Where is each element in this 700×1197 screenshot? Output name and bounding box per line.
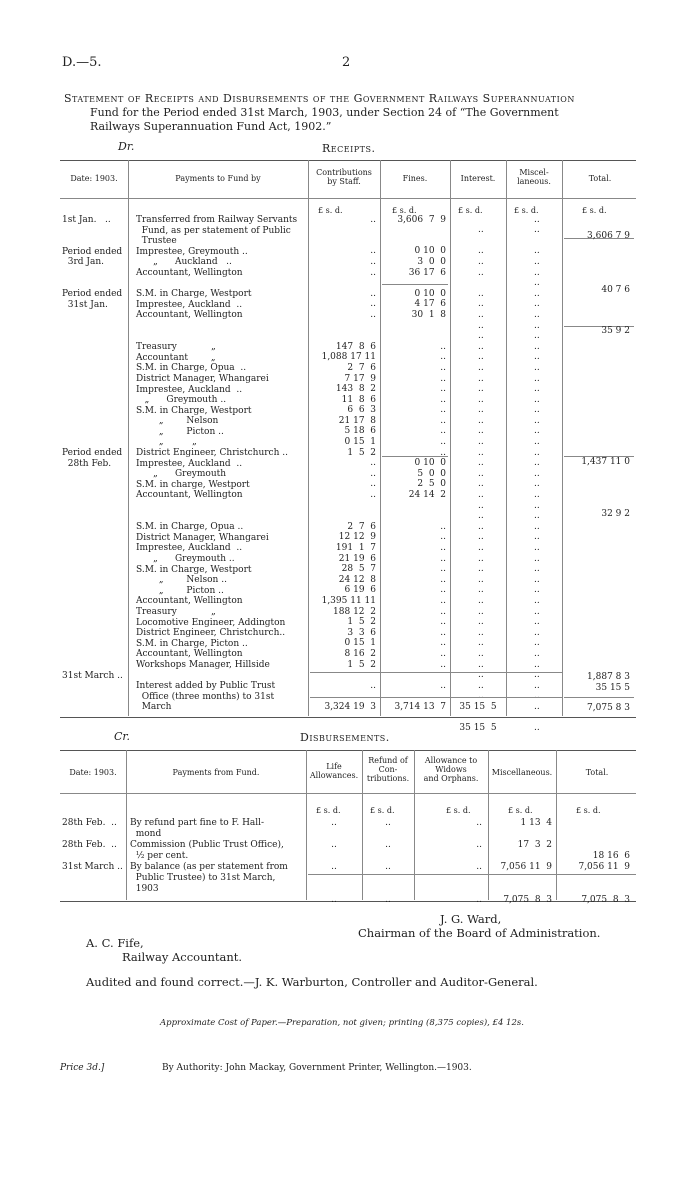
receipts-payers-column: Transferred from Railway Servants Fund, as per statement of Public Trustee Imprestee, Greymouth .. „ Auckland .. Accountant, Wellington S.M. in Charge, Westport Imprestee, Auckland .. Accountant, Wellington Treasury „ Accountant „ S.M. in Charge, Opua .. District Manager, Whangarei Imprestee, Auckland .. „ Greymouth .. S.M. in Charge, Westport „ Nelson „ Picton .. „ „ District Engineer, Christchurch .. Imprestee, Auckland .. „ Greymouth S.M. in charge, Westport Accountant, Wellington S.M. in Charge, Opua .. District Manager, Whangarei Imprestee, Auckland .. „ Greymouth .. S.M. in Charge, Westport „ Nelson .. „ Picton .. Accountant, Wellington Treasury „ Locomotive Engineer, Addington District Engineer, Christchurch.. S.M. in Charge, Picton .. Accountant, Wellington Workshops Manager, Hillside Interest added by Public Trust Office (three months) to 31st March — [136, 215, 298, 713]
disb-unit-refund: £ s. d. — [370, 806, 395, 815]
header-payments-by: Payments to Fund by — [175, 174, 261, 183]
unit-contrib: £ s. d. — [318, 206, 343, 215]
unit-fines: £ s. d. — [392, 206, 417, 215]
disb-life-column: .. .. .. .. — [331, 818, 337, 905]
disb-unit-life: £ s. d. — [316, 806, 341, 815]
dr-label: Dr. — [118, 140, 135, 153]
printer-authority: By Authority: John Mackay, Government Printer, Wellington.—1903. — [162, 1063, 472, 1073]
receipts-interest-column: .. .. .. .. .. .. .. .. .. .. .. .. .. .. .. .. .. .. .. .. .. .. .. .. .. .. .. .. .. .. .. .. .. .. .. .. .. .. .. .. .. .. .. 35 15 5 35 15 5 — [459, 225, 497, 734]
audit-statement: Audited and found correct.—J. K. Warburton, Controller and Auditor-General. — [86, 975, 538, 989]
disb-header-date: Date: 1903. — [69, 768, 117, 777]
disb-unit-widows: £ s. d. — [446, 806, 471, 815]
disb-header-widows: Allowance to Widows and Orphans. — [423, 756, 479, 783]
disb-header-payments: Payments from Fund. — [172, 768, 260, 777]
unit-interest: £ s. d. — [458, 206, 483, 215]
total-march-contributions: 1,887 8 3 — [587, 672, 630, 682]
header-date: Date: 1903. — [70, 174, 118, 183]
grand-total-receipts: 7,075 8 3 — [587, 703, 630, 713]
receipts-misc-column: .. .. .. .. .. .. .. .. .. .. .. .. .. .. .. .. .. .. .. .. .. .. .. .. .. .. .. .. .. .. .. .. .. .. .. .. .. .. .. .. .. .. .. .. .. .. .. — [533, 214, 540, 734]
receipts-contributions-column: .. .. .. .. .. .. .. 147 8 6 1,088 17 11 2 7 6 7 17 9 143 8 2 11 8 6 6 6 3 21 17 8 5 18 6 0 15 1 1 5 2 .. .. .. .. 2 7 6 12 12 9 191 1 7 21 19 6 28 5 7 24 12 8 6 19 6 1,395 11 11 188 12 2 1 5 2 3 3 6 0 15 1 8 16 2 1 5 2 .. 3,324 19 3 — [321, 214, 376, 712]
header-contributions: Contributions by Staff. — [316, 168, 372, 186]
total-interest: 35 15 5 — [595, 683, 630, 693]
total-transferred: 3,606 7 9 — [587, 231, 630, 241]
disb-dates-column: 28th Feb. .. 28th Feb. .. 31st March .. — [62, 818, 123, 872]
disb-header-life: Life Allowances. — [309, 762, 359, 780]
document-reference: D.—5. — [62, 55, 102, 70]
disb-description-column: By refund part fine to F. Hall- mond Commission (Public Trust Office), ½ per cent. By balance (as per statement from Public Trustee) to 31st March, 1903 — [130, 818, 288, 894]
total-31st-jan: 35 9 2 — [601, 326, 630, 336]
unit-total: £ s. d. — [582, 206, 607, 215]
disb-misc-column: 1 13 4 17 3 2 7,056 11 9 7,075 8 3 — [500, 818, 552, 905]
disb-unit-misc: £ s. d. — [508, 806, 533, 815]
receipts-fines-column: 3,606 7 9 0 10 0 3 0 0 36 17 6 0 10 0 4 17 6 30 1 8 .. .. .. .. .. .. .. .. .. .. .. 0 10 0 5 0 0 2 5 0 24 14 2 .. .. .. .. .. .. .. .. .. .. .. .. .. .. .. 3,714 13 7 — [394, 214, 446, 712]
disb-unit-total: £ s. d. — [576, 806, 601, 815]
disb-total-column: 18 16 6 7,056 11 9 7,075 8 3 — [578, 851, 630, 905]
header-total: Total. — [588, 174, 612, 183]
header-fines: Fines. — [402, 174, 428, 183]
title-line-3: Railways Superannuation Fund Act, 1902.” — [90, 120, 332, 133]
total-3rd-jan: 40 7 6 — [601, 285, 630, 295]
cr-label: Cr. — [114, 730, 130, 743]
ward-name: J. G. Ward, — [440, 912, 502, 926]
fife-title: Railway Accountant. — [122, 950, 243, 964]
disb-header-total: Total. — [585, 768, 609, 777]
title-line-1: Statement of Receipts and Disbursements of the Government Railways Superannuation — [64, 92, 575, 105]
total-contributions-feb: 1,437 11 0 — [581, 457, 630, 467]
disbursements-heading: Disbursements. — [300, 731, 390, 744]
disb-refund-column: .. .. .. .. — [385, 818, 391, 905]
price: Price 3d.] — [60, 1063, 105, 1073]
unit-misc: £ s. d. — [514, 206, 539, 215]
header-interest: Interest. — [460, 174, 496, 183]
cost-note: Approximate Cost of Paper.—Preparation, not given; printing (8,375 copies), £4 12s. — [160, 1018, 524, 1028]
receipts-dates-column: 1st Jan. .. Period ended 3rd Jan. Period ended 31st Jan. Period ended 28th Feb. 31st March .. — [62, 215, 123, 681]
header-miscellaneous: Miscel- laneous. — [517, 168, 551, 186]
title-line-2: Fund for the Period ended 31st March, 1903, under Section 24 of “The Government — [90, 106, 559, 119]
receipts-heading: Receipts. — [322, 142, 376, 155]
fife-name: A. C. Fife, — [86, 936, 144, 950]
disb-widows-column: .. .. .. .. — [476, 818, 482, 905]
page-number: 2 — [342, 55, 351, 70]
disb-header-misc: Miscellaneous. — [491, 768, 553, 777]
disb-header-refund: Refund of Con- tributions. — [366, 756, 410, 783]
ward-title: Chairman of the Board of Administration. — [358, 926, 601, 940]
total-28th-feb: 32 9 2 — [601, 509, 630, 519]
